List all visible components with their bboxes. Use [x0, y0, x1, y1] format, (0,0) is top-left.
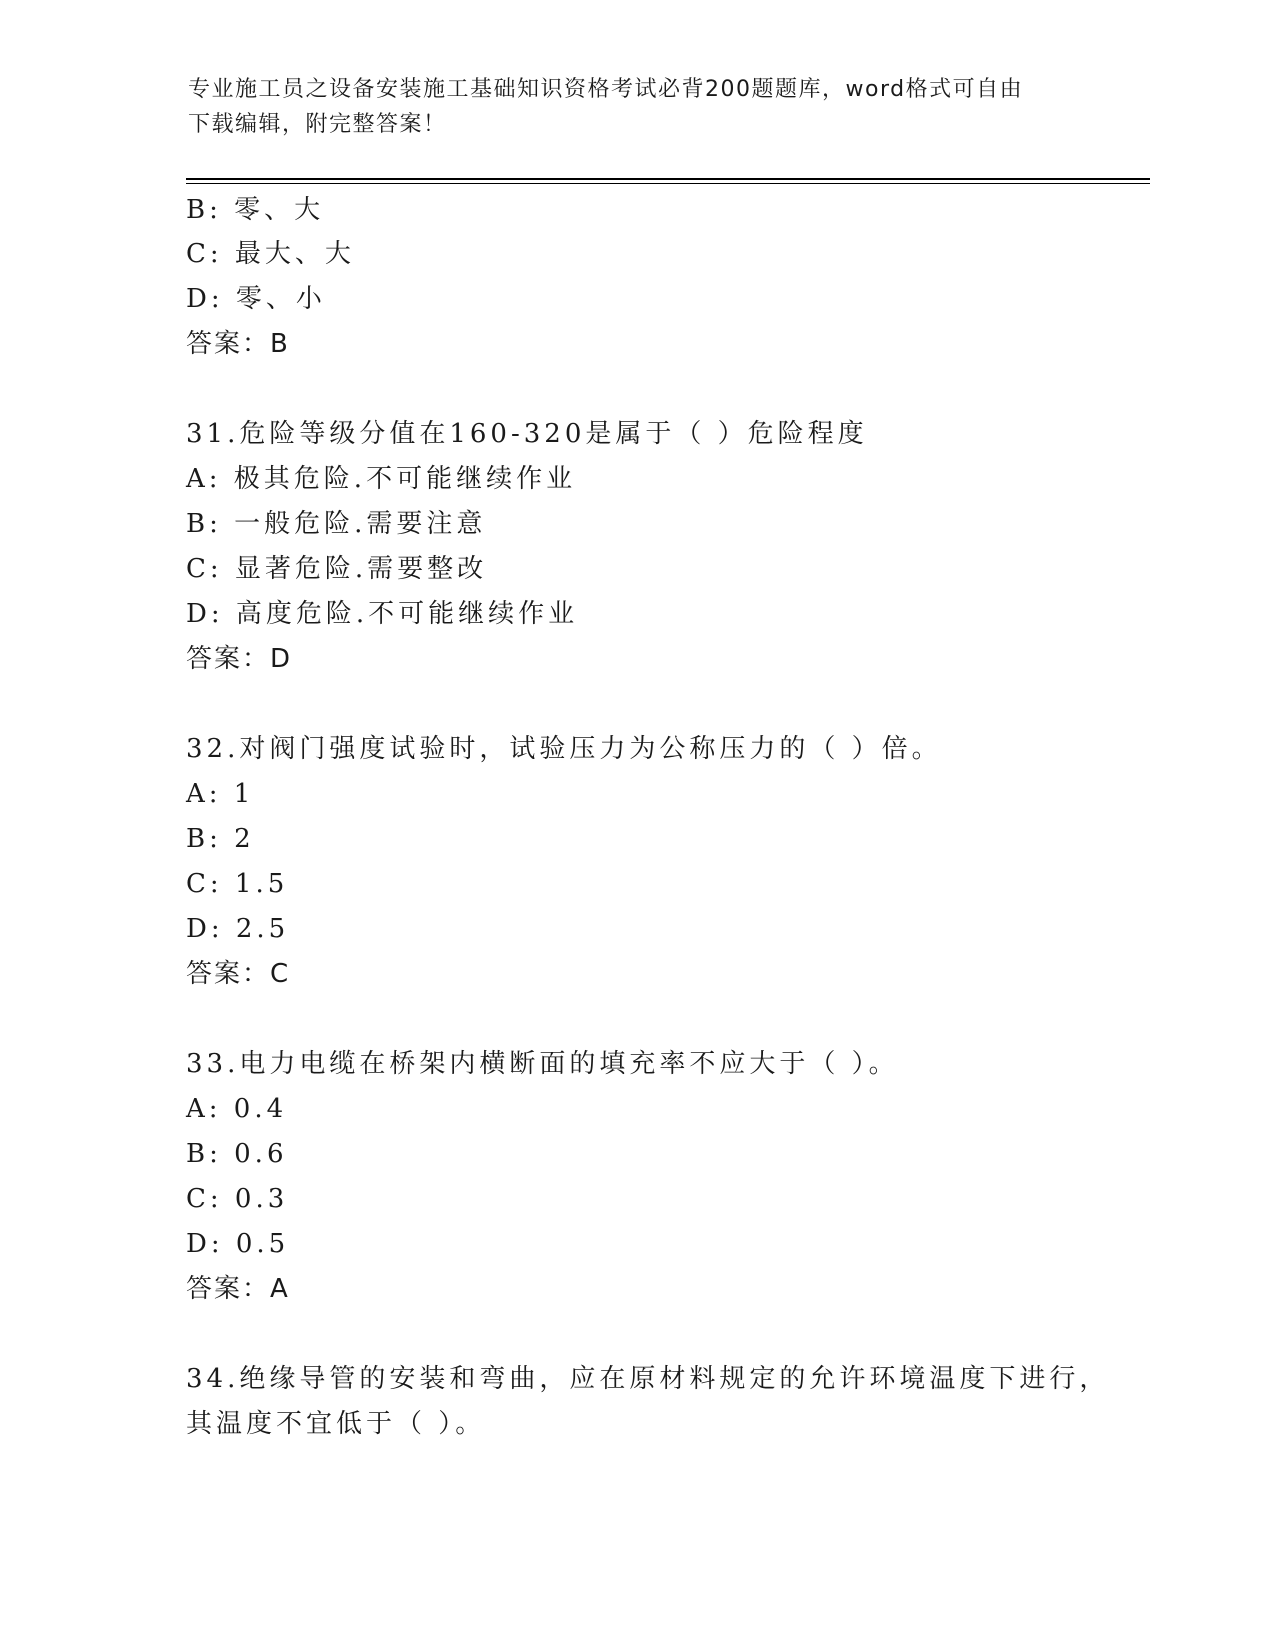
question-stem-line-2: 其温度不宜低于（ ）。 [186, 1409, 486, 1439]
header-line-1: 专业施工员之设备安装施工基础知识资格考试必背200题题库，word格式可自由 [188, 77, 1024, 102]
answer: 答案：A [186, 1274, 290, 1304]
option-d: D: 0.5 [186, 1229, 290, 1259]
question-stem: 33.电力电缆在桥架内横断面的填充率不应大于（ ）。 [186, 1049, 899, 1079]
question-stem: 31.危险等级分值在160-320是属于（ ）危险程度 [186, 419, 868, 449]
option-d: D: 高度危险.不可能继续作业 [186, 599, 579, 629]
header-rule-thick [186, 178, 1150, 180]
option-a: A: 0.4 [186, 1094, 288, 1124]
question-stem-line-1: 34.绝缘导管的安装和弯曲，应在原材料规定的允许环境温度下进行， [186, 1364, 1110, 1394]
option-b: B: 0.6 [186, 1139, 288, 1169]
option-c: C: 显著危险.需要整改 [186, 554, 488, 584]
option-b: B: 零、大 [186, 195, 325, 225]
header-line-2: 下载编辑，附完整答案！ [188, 112, 447, 137]
option-a: A: 1 [186, 779, 255, 809]
answer: 答案：C [186, 959, 291, 989]
question-stem: 32.对阀门强度试验时，试验压力为公称压力的（ ）倍。 [186, 734, 942, 764]
answer: 答案：D [186, 644, 293, 674]
option-c: C: 0.3 [186, 1184, 289, 1214]
option-d: D: 2.5 [186, 914, 290, 944]
option-c: C: 最大、大 [186, 239, 355, 269]
answer: 答案：B [186, 329, 290, 359]
option-d: D: 零、小 [186, 284, 326, 314]
option-b: B: 一般危险.需要注意 [186, 509, 487, 539]
option-c: C: 1.5 [186, 869, 289, 899]
option-a: A: 极其危险.不可能继续作业 [186, 464, 577, 494]
option-b: B: 2 [186, 824, 255, 854]
document-header [188, 72, 1088, 142]
header-rule-thin [186, 183, 1150, 184]
